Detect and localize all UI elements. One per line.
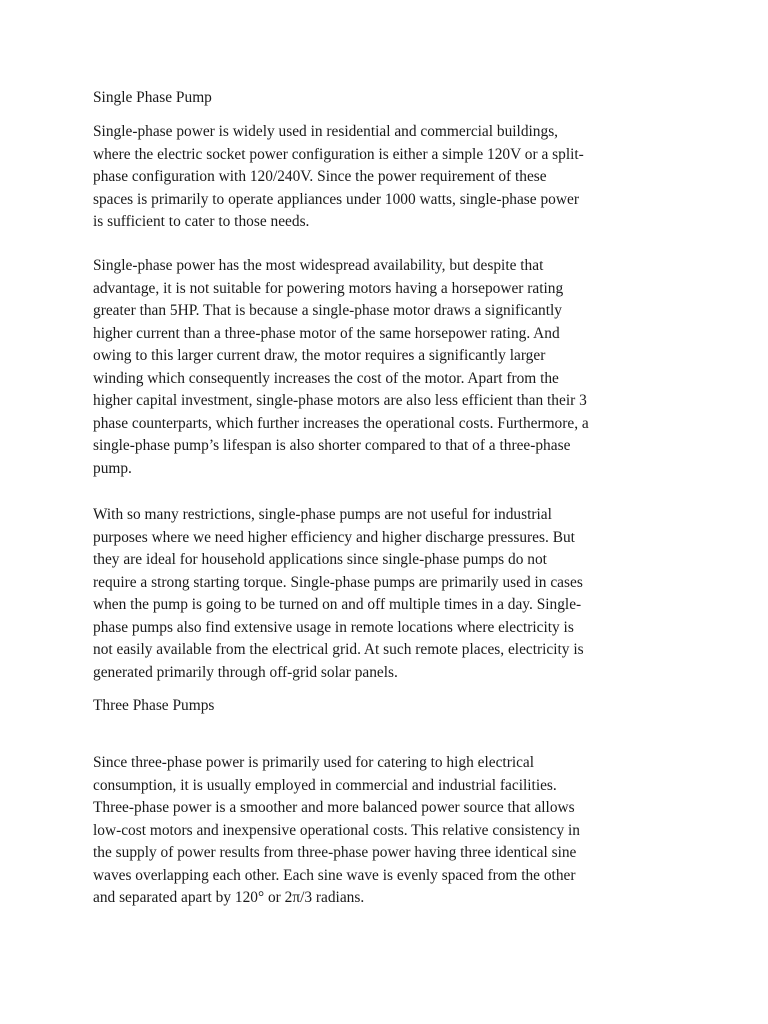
paragraph-single-phase-applications: With so many restrictions, single-phase pumps are not useful for industrial purposes where we need higher efficiency and higher discharge pressures. But they are ideal for household applications since single-phase pumps do not require a strong starting torque. Single-phase pumps are primarily used in cases when the pump is going to be turned on and off multiple times in a day. Single- phase pumps also find extensive usage in remote locations where electricity is not easily available from the electrical grid. At such remote places, electricity is generated primarily through off-grid solar panels. xyxy=(93,506,584,681)
paragraph-single-phase-limitations: Single-phase power has the most widespread availability, but despite that advantage, it is not suitable for powering motors having a horsepower rating greater than 5HP. That is because a single-phase motor draws a significantly higher current than a three-phase motor of the same horsepower rating. And owing to this larger current draw, the motor requires a significantly larger winding which consequently increases the cost of the motor. Apart from the higher capital investment, single-phase motors are also less efficient than their 3 phase counterparts, which further increases the operational costs. Furthermore, a single-phase pump’s lifespan is also shorter compared to that of a three-phase pump. xyxy=(93,257,589,477)
section-heading-three-phase: Three Phase Pumps xyxy=(93,697,215,714)
paragraph-single-phase-intro: Single-phase power is widely used in residential and commercial buildings, where the electric socket power configuration is either a simple 120V or a split- phase configuration with 120/240V. Since the power requirement of these spaces is primarily to operate appliances under 1000 watts, single-phase power is sufficient to cater to those needs. xyxy=(93,123,584,230)
paragraph-three-phase-intro: Since three-phase power is primarily used for catering to high electrical consumption, it is usually employed in commercial and industrial facilities. Three-phase power is a smoother and more balanced power source that allows low-cost motors and inexpensive operational costs. This relative consistency in the supply of power results from three-phase power having three identical sine waves overlapping each other. Each sine wave is evenly spaced from the other and separated apart by 120° or 2π/3 radians. xyxy=(93,754,580,906)
section-heading-single-phase: Single Phase Pump xyxy=(93,89,212,106)
